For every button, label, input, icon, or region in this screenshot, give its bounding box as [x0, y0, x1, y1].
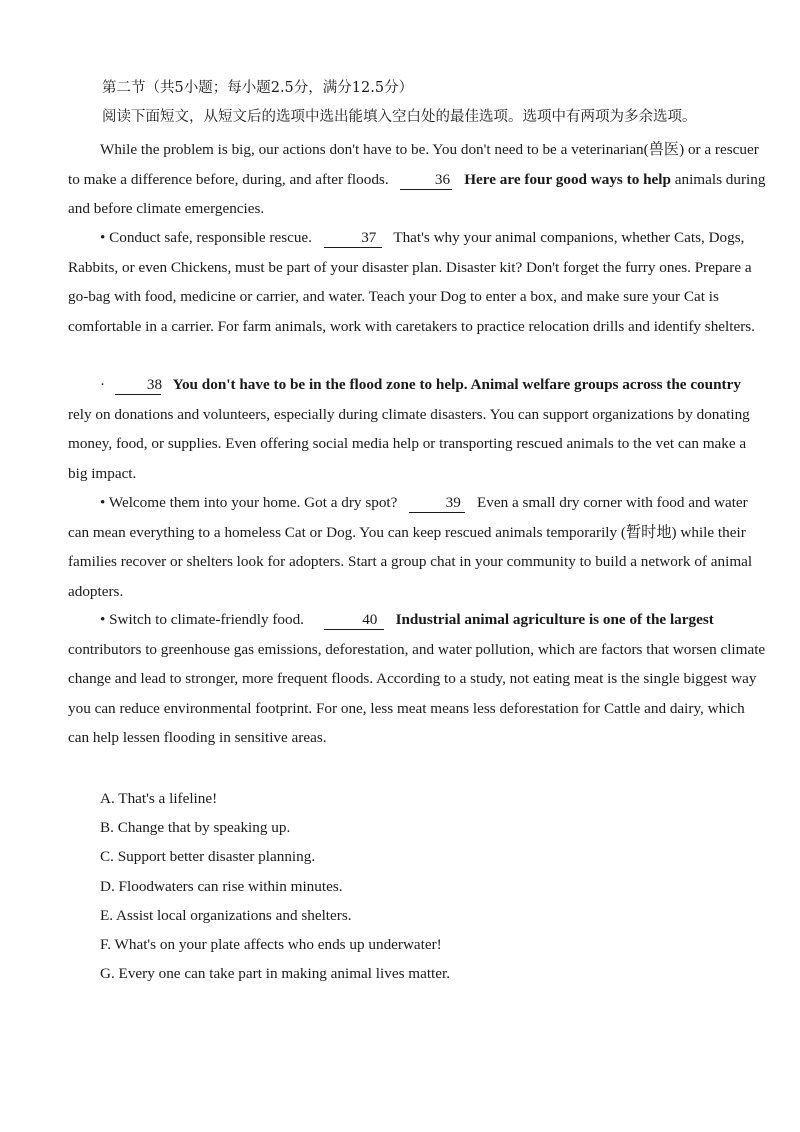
- blank-36: 36: [400, 171, 452, 190]
- paragraph-text: rely on donations and volunteers, especially during climate disasters. You can support organizations by donating money, food, or supplies. Even offering social media help or transporting rescued animals to the vet can make a big impact.: [68, 405, 750, 482]
- paragraph-text: animals during and before climate emergencies.: [68, 170, 766, 217]
- paragraph-lead: • Switch to climate-friendly food.: [100, 611, 304, 628]
- option-f: F. What's on your plate affects who ends up underwater!: [100, 936, 442, 954]
- section-heading: 第二节（共5小题；每小题2.5分，满分12.5分）: [102, 80, 414, 96]
- paragraph-text: While the problem is big, our actions don't have to be. You don't need to be a veterinarian(兽医) or a rescuer to make a difference before, during, and after floods.: [68, 141, 759, 188]
- paragraph-text: Even a small dry corner with food and water can mean everything to a homeless Cat or Dog. You can keep rescued animals temporarily (暂时地) while their families recover or shelters look for adopters. Start a group chat in your community to build a network of animal adopters.: [68, 494, 753, 600]
- paragraph-home: [68, 488, 768, 606]
- blank-39: 39: [409, 494, 465, 513]
- blank-38: 38: [115, 376, 161, 395]
- blank-40: 40: [324, 611, 384, 630]
- paragraph-organizations: [68, 370, 768, 488]
- paragraph-food: [68, 605, 768, 753]
- paragraph-bold-text: Here are four good ways to help: [464, 170, 671, 188]
- instructions: 阅读下面短文，从短文后的选项中选出能填入空白处的最佳选项。选项中有两项为多余选项。: [102, 109, 697, 125]
- option-g: G. Every one can take part in making animal lives matter.: [100, 965, 451, 983]
- option-e: E. Assist local organizations and shelters.: [100, 906, 352, 924]
- paragraph-bold-text: Industrial animal agriculture is one of the largest: [395, 611, 714, 628]
- options-list: [100, 784, 740, 988]
- paragraph-intro: [68, 135, 768, 224]
- option-d: D. Floodwaters can rise within minutes.: [100, 877, 343, 895]
- option-c: C. Support better disaster planning.: [100, 848, 316, 866]
- blank-37: 37: [324, 229, 382, 248]
- paragraph-text: That's why your animal companions, whether Cats, Dogs, Rabbits, or even Chickens, must be part of your disaster plan. Disaster kit? Don't forget the furry ones. Prepare a go-bag with food, medicine or carrier, and water. Teach your Dog to enter a box, and make sure your Cat is comfortable in a carrier. For farm animals, work with caretakers to practice relocation drills and identify shelters.: [68, 229, 755, 335]
- paragraph-rescue: [68, 223, 768, 341]
- paragraph-text: contributors to greenhouse gas emissions, deforestation, and water pollution, which are factors that worsen climate change and lead to stronger, more frequent floods. According to a study, not eating meat is the single biggest way you can reduce environmental footprint. For one, less meat means less deforestation for Cattle and dairy, which can help lessen flooding in sensitive areas.: [68, 640, 766, 746]
- paragraph-lead: ·: [100, 376, 106, 393]
- paragraph-lead: • Conduct safe, responsible rescue.: [100, 229, 312, 246]
- option-b: B. Change that by speaking up.: [100, 819, 291, 837]
- option-a: A. That's a lifeline!: [100, 790, 218, 807]
- paragraph-bold-text: You don't have to be in the flood zone to help. Animal welfare groups across the country: [172, 376, 741, 393]
- paragraph-lead: • Welcome them into your home. Got a dry spot?: [100, 494, 398, 511]
